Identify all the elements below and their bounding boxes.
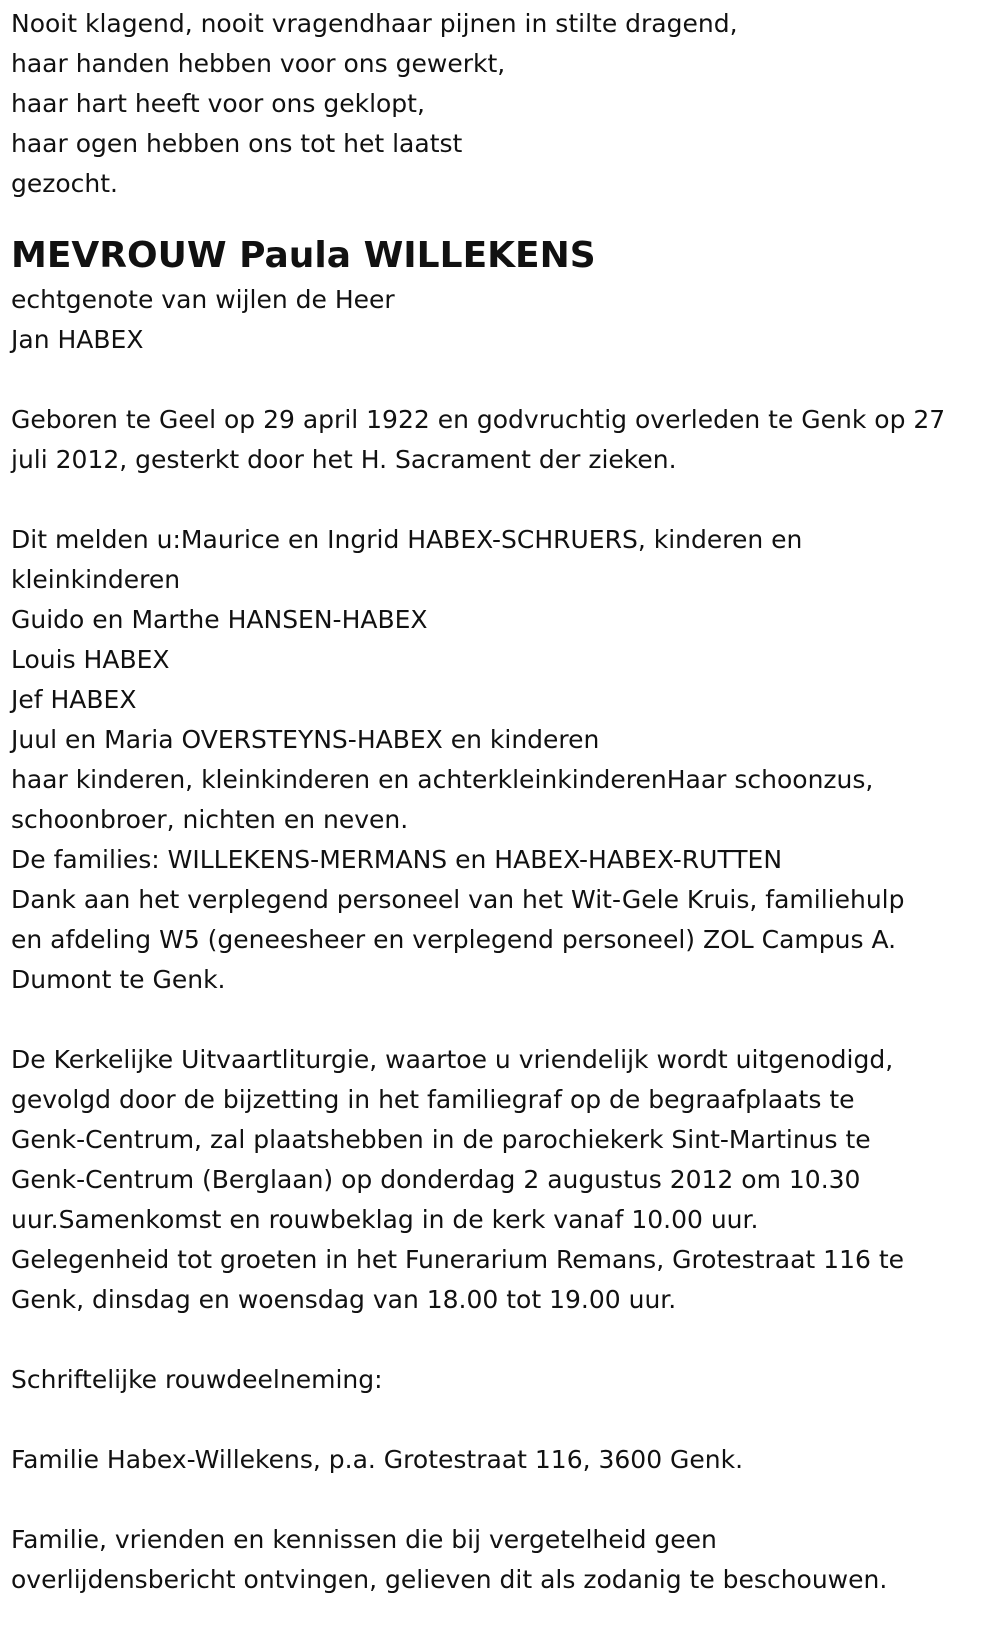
paragraph-gap [11, 1320, 990, 1360]
deceased-section [11, 232, 990, 360]
relation-line: Jan HABEX [11, 325, 144, 354]
funeral-line: Genk-Centrum, zal plaatshebben in de parochiekerk Sint-Martinus te [11, 1125, 871, 1154]
poem-line: haar ogen hebben ons tot het laatst [11, 129, 463, 158]
announcer-line: De families: WILLEKENS-MERMANS en HABEX-HABEX-RUTTEN [11, 845, 783, 874]
announcer-line: Juul en Maria OVERSTEYNS-HABEX en kinderen [11, 725, 600, 754]
announcer-line: en afdeling W5 (geneesheer en verplegend personeel) ZOL Campus A. [11, 925, 897, 954]
announcer-line: Dank aan het verplegend personeel van het Wit-Gele Kruis, familiehulp [11, 885, 905, 914]
funeral-line: gevolgd door de bijzetting in het familiegraf op de begraafplaats te [11, 1085, 855, 1114]
paragraph-gap [11, 480, 990, 520]
announcer-line: haar kinderen, kleinkinderen en achterkleinkinderenHaar schoonzus, [11, 765, 874, 794]
announcer-line: schoonbroer, nichten en neven. [11, 805, 409, 834]
funeral-section [11, 1040, 990, 1320]
closing-line: overlijdensbericht ontvingen, gelieven dit als zodanig te beschouwen. [11, 1565, 888, 1594]
condolences-heading: Schriftelijke rouwdeelneming: [11, 1365, 383, 1394]
announcer-line: Dumont te Genk. [11, 965, 226, 994]
birth-death-line: juli 2012, gesterkt door het H. Sacrament der zieken. [11, 445, 677, 474]
funeral-line: Genk, dinsdag en woensdag van 18.00 tot 19.00 uur. [11, 1285, 677, 1314]
condolences-section [11, 1360, 990, 1480]
closing-line: Familie, vrienden en kennissen die bij vergetelheid geen [11, 1525, 717, 1554]
poem-line: gezocht. [11, 169, 119, 198]
birth-death-section [11, 400, 990, 480]
announcer-line: Guido en Marthe HANSEN-HABEX [11, 605, 428, 634]
paragraph-gap [11, 360, 990, 400]
funeral-line: De Kerkelijke Uitvaartliturgie, waartoe u vriendelijk wordt uitgenodigd, [11, 1045, 894, 1074]
relation-line: echtgenote van wijlen de Heer [11, 285, 395, 314]
condolences-address: Familie Habex-Willekens, p.a. Grotestraat 116, 3600 Genk. [11, 1445, 744, 1474]
poem-line: haar handen hebben voor ons gewerkt, [11, 49, 506, 78]
paragraph-gap [11, 1480, 990, 1520]
announcer-line: Louis HABEX [11, 645, 170, 674]
funeral-line: Gelegenheid tot groeten in het Funerarium Remans, Grotestraat 116 te [11, 1245, 905, 1274]
funeral-line: uur.Samenkomst en rouwbeklag in de kerk vanaf 10.00 uur. [11, 1205, 759, 1234]
closing-section [11, 1520, 990, 1600]
announcers-section [11, 520, 990, 1000]
paragraph-gap [11, 1000, 990, 1040]
poem-line: Nooit klagend, nooit vragendhaar pijnen in stilte dragend, [11, 9, 738, 38]
announcer-line: kleinkinderen [11, 565, 181, 594]
birth-death-line: Geboren te Geel op 29 april 1922 en godvruchtig overleden te Genk op 27 [11, 405, 946, 434]
announcer-line: Jef HABEX [11, 685, 137, 714]
poem-section [11, 0, 990, 204]
deceased-name: MEVROUW Paula WILLEKENS [11, 235, 596, 276]
paragraph-gap [11, 1400, 990, 1440]
poem-line: haar hart heeft voor ons geklopt, [11, 89, 425, 118]
announcer-line: Dit melden u:Maurice en Ingrid HABEX-SCHRUERS, kinderen en [11, 525, 803, 554]
funeral-line: Genk-Centrum (Berglaan) op donderdag 2 augustus 2012 om 10.30 [11, 1165, 861, 1194]
